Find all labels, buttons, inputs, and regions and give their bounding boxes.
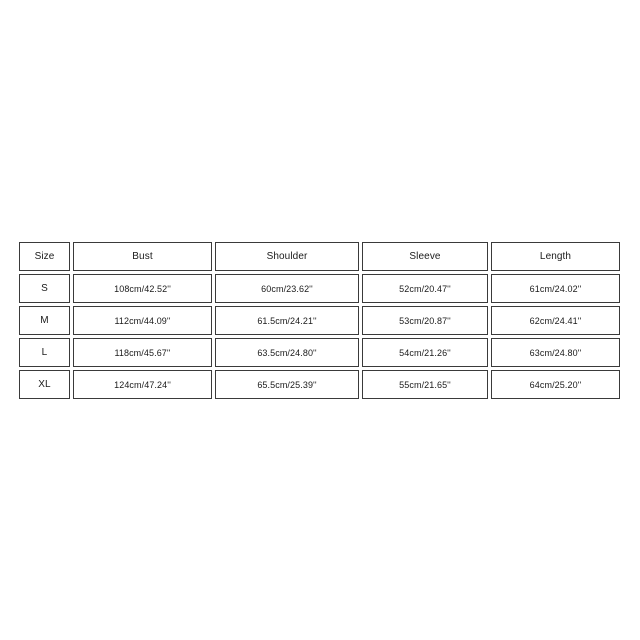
header-length: Length — [491, 242, 620, 271]
length-cell: 63cm/24.80'' — [491, 338, 620, 367]
header-row — [19, 242, 620, 271]
bust-cell: 118cm/45.67'' — [73, 338, 212, 367]
sleeve-cell: 54cm/21.26'' — [362, 338, 488, 367]
sleeve-cell: 55cm/21.65'' — [362, 370, 488, 399]
table-row — [19, 306, 620, 335]
header-size: Size — [19, 242, 70, 271]
sleeve-cell: 52cm/20.47'' — [362, 274, 488, 303]
shoulder-cell: 65.5cm/25.39'' — [215, 370, 359, 399]
table-row — [19, 274, 620, 303]
bust-cell: 108cm/42.52'' — [73, 274, 212, 303]
bust-cell: 112cm/44.09'' — [73, 306, 212, 335]
sleeve-cell: 53cm/20.87'' — [362, 306, 488, 335]
bust-cell: 124cm/47.24'' — [73, 370, 212, 399]
size-cell: XL — [19, 370, 70, 399]
size-cell: L — [19, 338, 70, 367]
header-sleeve: Sleeve — [362, 242, 488, 271]
size-cell: S — [19, 274, 70, 303]
size-cell: M — [19, 306, 70, 335]
length-cell: 62cm/24.41'' — [491, 306, 620, 335]
header-shoulder: Shoulder — [215, 242, 359, 271]
table-row — [19, 370, 620, 399]
shoulder-cell: 61.5cm/24.21'' — [215, 306, 359, 335]
length-cell: 64cm/25.20'' — [491, 370, 620, 399]
size-chart-table — [16, 239, 623, 402]
length-cell: 61cm/24.02'' — [491, 274, 620, 303]
shoulder-cell: 63.5cm/24.80'' — [215, 338, 359, 367]
table-row — [19, 338, 620, 367]
shoulder-cell: 60cm/23.62'' — [215, 274, 359, 303]
header-bust: Bust — [73, 242, 212, 271]
